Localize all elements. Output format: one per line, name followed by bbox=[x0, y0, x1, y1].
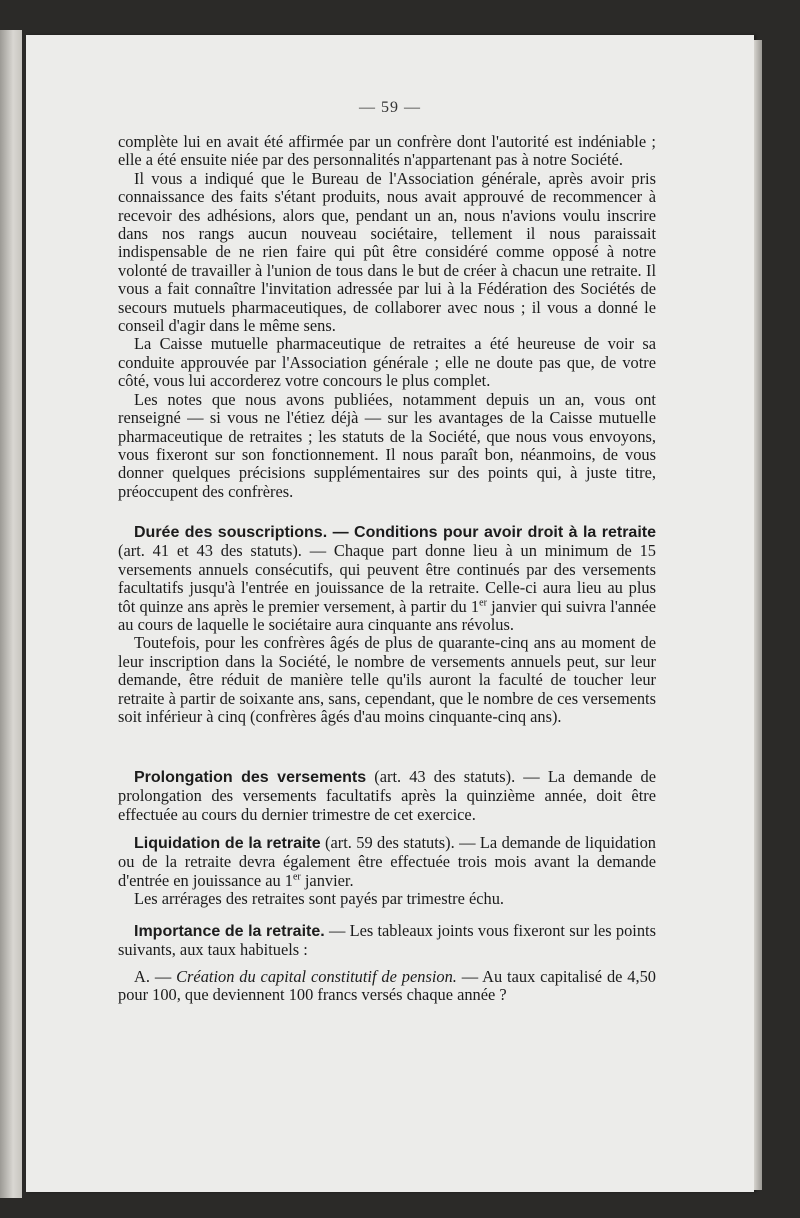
section-liquidation-text-a: (art. 59 des statuts). — La demande de liquidation ou de la retraite devra également être effectuée trois mois avant la demande d'entrée en jouissance au 1 bbox=[118, 833, 656, 890]
item-a-title: Création du capital constitutif de pension. bbox=[176, 966, 457, 986]
section-prolongation bbox=[118, 768, 656, 824]
section-liquidation-paragraph-2: Les arrérages des retraites sont payés par trimestre échu. bbox=[134, 889, 504, 909]
section-importance-text: — Les tableaux joints vous fixeront sur les points suivants, aux taux habituels : bbox=[118, 921, 656, 960]
item-a-text: — Au taux capitalisé de 4,50 pour 100, que deviennent 100 francs versés chaque année ? bbox=[118, 966, 656, 1005]
paragraph-bureau: Il vous a indiqué que le Bureau de l'Association générale, après avoir pris connaissance des faits s'étant produits, nous avait approuvé de recommencer à recevoir des adhésions, alors que, pendant un an, nous n'avions voulu inscrire dans nos rangs aucun nouveau sociétaire, tellement il nous paraissait indispensable de ne rien faire qui pût être considéré comme opposé à notre volonté de travailler à l'union de tous dans le but de créer à chacun une retraite. Il vous a fait connaître l'invitation adressée par lui à la Fédération des Sociétés de secours mutuels pharmaceutiques, de collaborer avec nous ; il vous a donné le conseil d'agir dans le même sens. bbox=[118, 168, 656, 336]
section-duree-paragraph-2: Toutefois, pour les confrères âgés de plus de quarante-cinq ans au moment de leur inscription dans la Société, le nombre de versements annuels peut, sur leur demande, être réduit de manière telle qu'ils auront la faculté de toucher leur retraite à partir de soixante ans, sans, cependant, que le nombre de ces versements soit inférieur à cinq (confrères âgés d'au moins cinquante-cinq ans). bbox=[118, 633, 656, 727]
page-number: — 59 — bbox=[359, 99, 421, 116]
section-duree bbox=[118, 523, 656, 726]
section-importance-heading: Importance de la retraite. bbox=[134, 923, 325, 940]
paragraph-caisse: La Caisse mutuelle pharmaceutique de retraites a été heureuse de voir sa conduite approuvée par l'Association générale ; elle ne doute pas que, de votre côté, vous lui accorderez votre concours le plus complet. bbox=[118, 334, 656, 391]
page-stack-edge bbox=[754, 40, 762, 1190]
section-duree-text-a: (art. 41 et 43 des statuts). — Chaque part donne lieu à un minimum de 15 versements annuels consécutifs, qui peuvent être continués par des versements facultatifs jusqu'à l'entrée en jouissance de la retraite. Celle-ci aura lieu au plus tôt quinze ans après le premier versement, à partir du 1 bbox=[118, 541, 656, 616]
adjacent-page-edge bbox=[0, 30, 22, 1198]
section-liquidation-paragraph bbox=[118, 834, 656, 890]
item-a-label: A. — bbox=[134, 966, 177, 986]
section-liquidation bbox=[118, 834, 656, 909]
section-prolongation-heading: Prolongation des versements bbox=[134, 769, 367, 786]
section-prolongation-paragraph bbox=[118, 768, 656, 824]
sup-er: er bbox=[292, 871, 301, 883]
section-duree-heading: Durée des souscriptions. — Conditions pour avoir droit à la retraite bbox=[134, 524, 656, 541]
item-a-paragraph bbox=[118, 968, 656, 1005]
section-prolongation-text: (art. 43 des statuts). — La demande de prolongation des versements facultatifs après la quinzième année, doit être effectuée au cours du dernier trimestre de cet exercice. bbox=[118, 767, 656, 824]
section-duree-paragraph bbox=[118, 523, 656, 634]
section-importance-paragraph bbox=[118, 922, 656, 960]
section-duree-text-b: janvier qui suivra l'année au cours de laquelle le sociétaire aura cinquante ans révolus. bbox=[118, 596, 656, 635]
section-liquidation-text-b: janvier. bbox=[300, 870, 354, 890]
body-text-top bbox=[118, 133, 656, 501]
paragraph-notes: Les notes que nous avons publiées, notamment depuis un an, vous ont renseigné — si vous ne l'étiez déjà — sur les avantages de la Caisse mutuelle pharmaceutique de retraites ; les statuts de la Société, que nous vous envoyons, vous fixeront sur son fonctionnement. Il nous paraît bon, néanmoins, de vous donner quelques précisions supplémentaires sur des points qui, à juste titre, préoccupent des confrères. bbox=[118, 389, 656, 501]
paragraph-intro: complète lui en avait été affirmée par un confrère dont l'autorité est indéniable ; elle a été ensuite niée par des personnalités n'appartenant pas à notre Société. bbox=[118, 132, 656, 170]
section-liquidation-heading: Liquidation de la retraite bbox=[134, 835, 321, 852]
sup-er: er bbox=[479, 597, 487, 609]
section-importance bbox=[118, 922, 656, 1005]
